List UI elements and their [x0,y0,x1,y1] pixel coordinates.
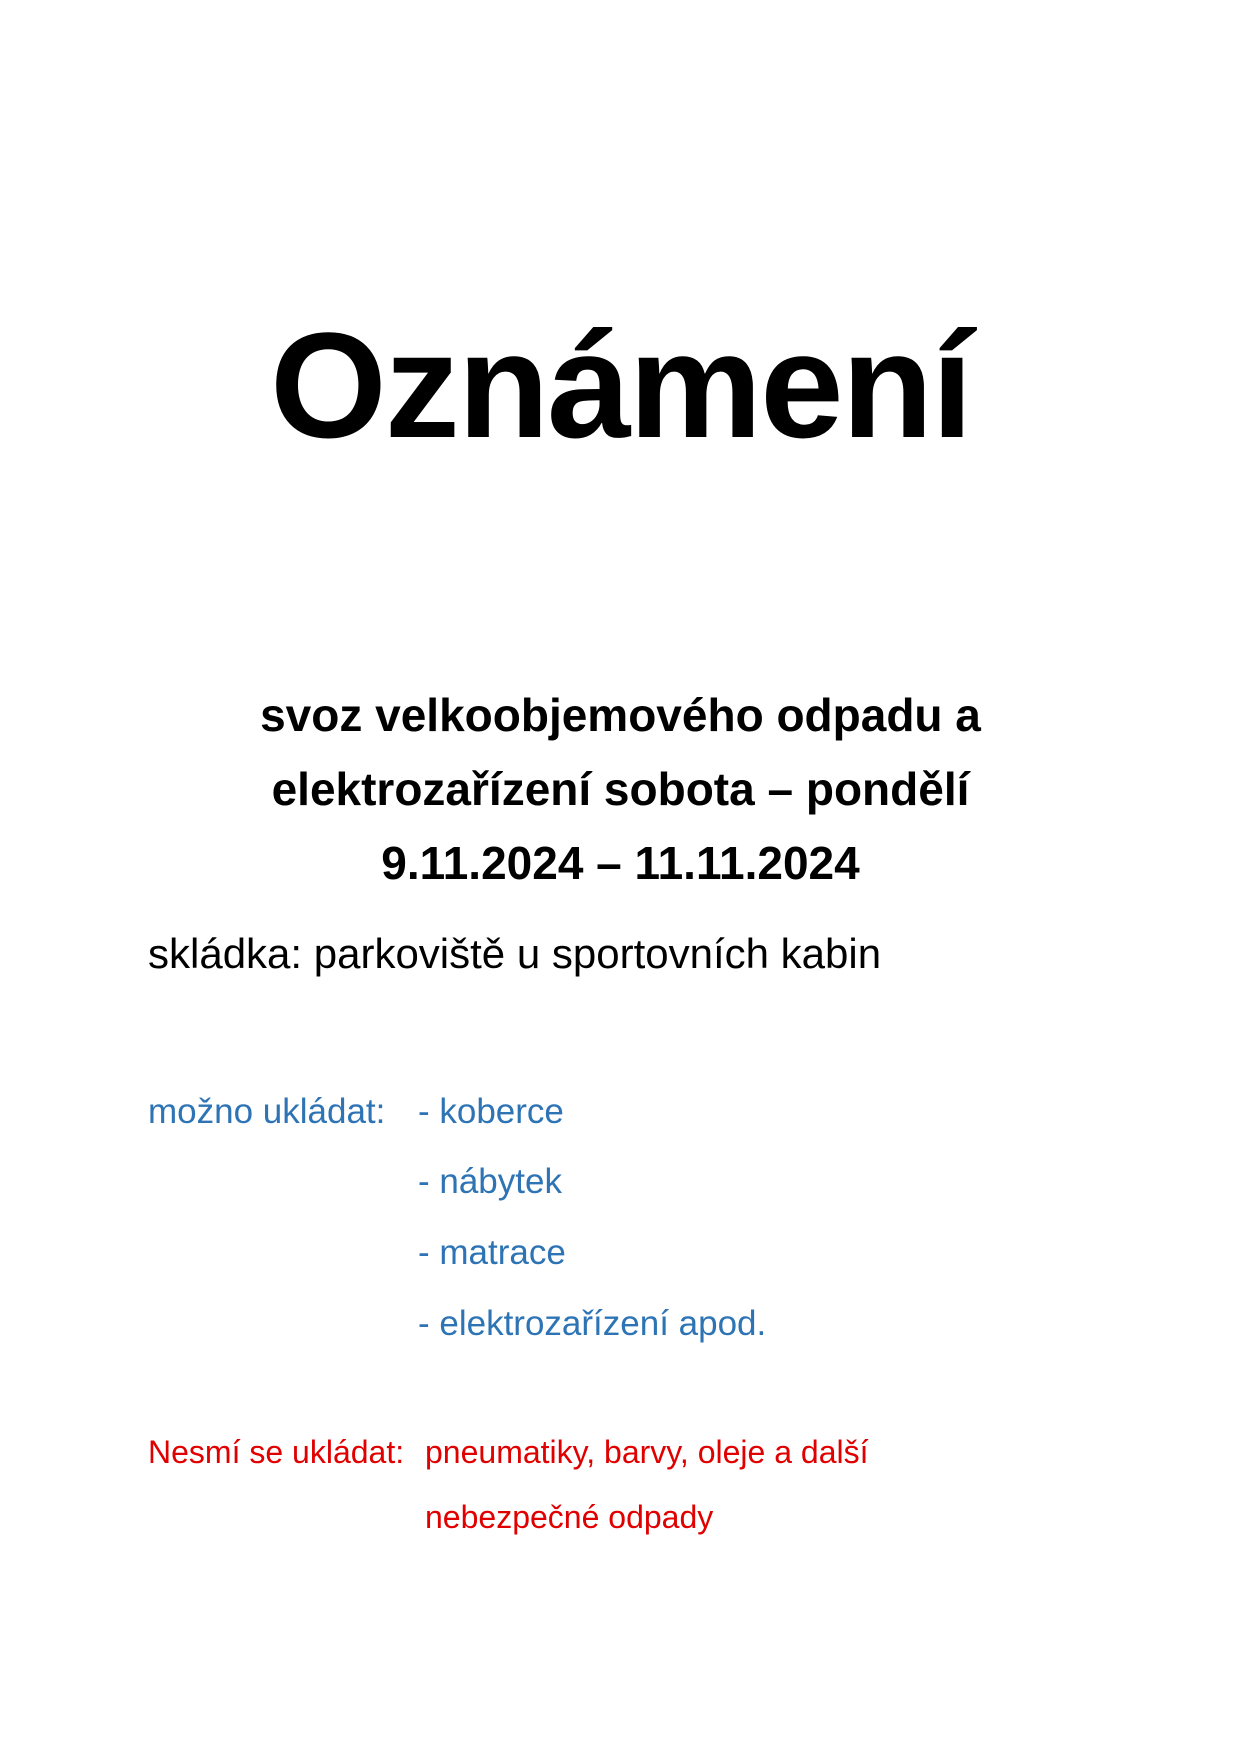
allowed-label: možno ukládat: [148,1092,386,1131]
subheading-line-2: elektrozařízení sobota – pondělí [271,763,970,815]
site-location: skládka: parkoviště u sportovních kabin [148,930,882,977]
allowed-item: - elektrozařízení apod. [418,1304,767,1343]
forbidden-label: Nesmí se ukládat: [148,1434,405,1470]
forbidden-items-line-1: pneumatiky, barvy, oleje a další [425,1434,869,1470]
forbidden-items-line-2: nebezpečné odpady [425,1499,714,1535]
allowed-item: - matrace [418,1233,566,1272]
allowed-item: - koberce [418,1092,564,1131]
subheading-dates: 9.11.2024 – 11.11.2024 [381,837,860,889]
allowed-item: - nábytek [418,1162,562,1201]
subheading-line-1: svoz velkoobjemového odpadu a [260,689,981,741]
page-title: Oznámení [270,301,971,469]
